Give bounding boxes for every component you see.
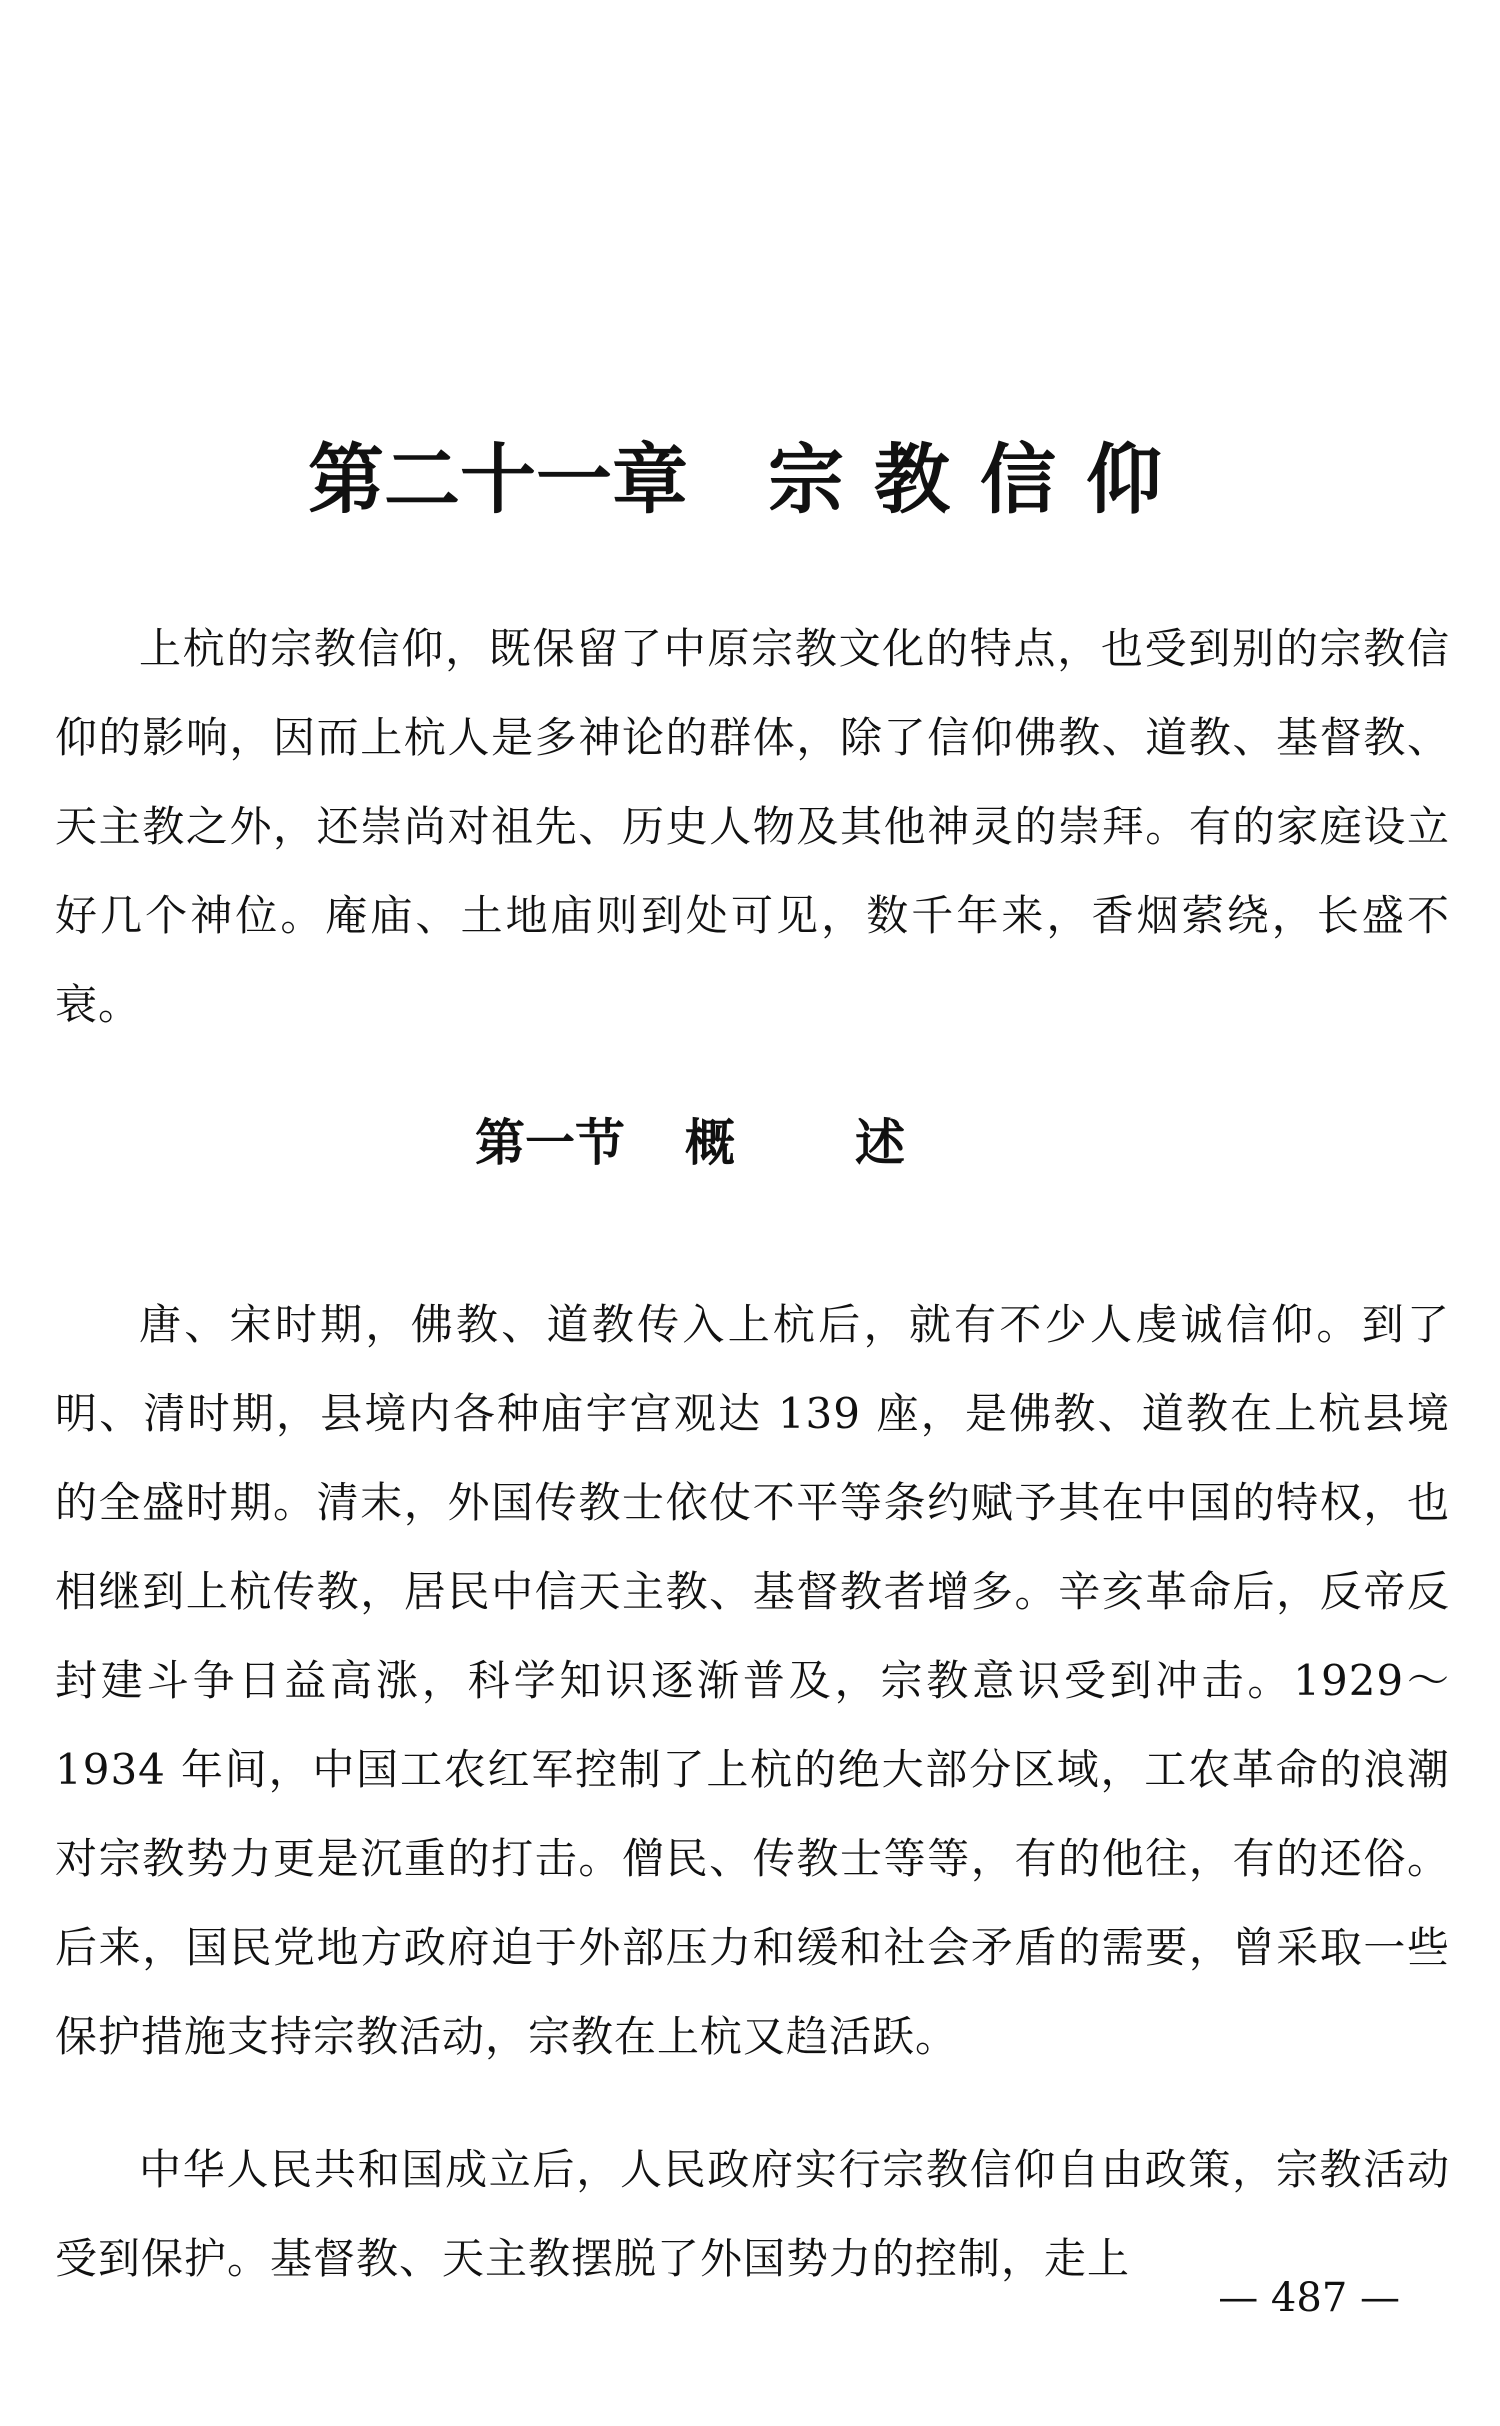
chapter-intro-paragraph: 上杭的宗教信仰，既保留了中原宗教文化的特点，也受到别的宗教信仰的影响，因而上杭人是多神论的群体，除了信仰佛教、道教、基督教、天主教之外，还崇尚对祖先、历史人物及其他神灵的崇拜。有的家庭设立好几个神位。庵庙、土地庙则到处可见，数千年来，香烟萦绕，长盛不衰。 — [55, 624, 1450, 1029]
section-number: 第一节 — [475, 1114, 625, 1172]
chapter-name: 宗教信仰 — [768, 435, 1192, 524]
section-name: 概述 — [685, 1114, 1025, 1172]
chapter-number: 第二十一章 — [308, 435, 688, 524]
body-paragraph: 中华人民共和国成立后，人民政府实行宗教信仰自由政策，宗教活动受到保护。基督教、天主教摆脱了外国势力的控制，走上 — [55, 2145, 1450, 2283]
page-number: — 487 — — [1218, 2275, 1400, 2321]
section-title — [0, 1108, 1500, 1178]
chapter-title — [0, 430, 1500, 530]
body-paragraph: 唐、宋时期，佛教、道教传入上杭后，就有不少人虔诚信仰。到了明、清时期，县境内各种庙宇宫观达 139 座，是佛教、道教在上杭县境的全盛时期。清末，外国传教士依仗不平等条约赋予其在中国的特权，也相继到上杭传教，居民中信天主教、基督教者增多。辛亥革命后，反帝反封建斗争日益高涨，科学知识逐渐普及，宗教意识受到冲击。1929～1934 年间，中国工农红军控制了上杭的绝大部分区域，工农革命的浪潮对宗教势力更是沉重的打击。僧民、传教士等等，有的他往，有的还俗。后来，国民党地方政府迫于外部压力和缓和社会矛盾的需要，曾采取一些保护措施支持宗教活动，宗教在上杭又趋活跃。 — [55, 1300, 1450, 2061]
